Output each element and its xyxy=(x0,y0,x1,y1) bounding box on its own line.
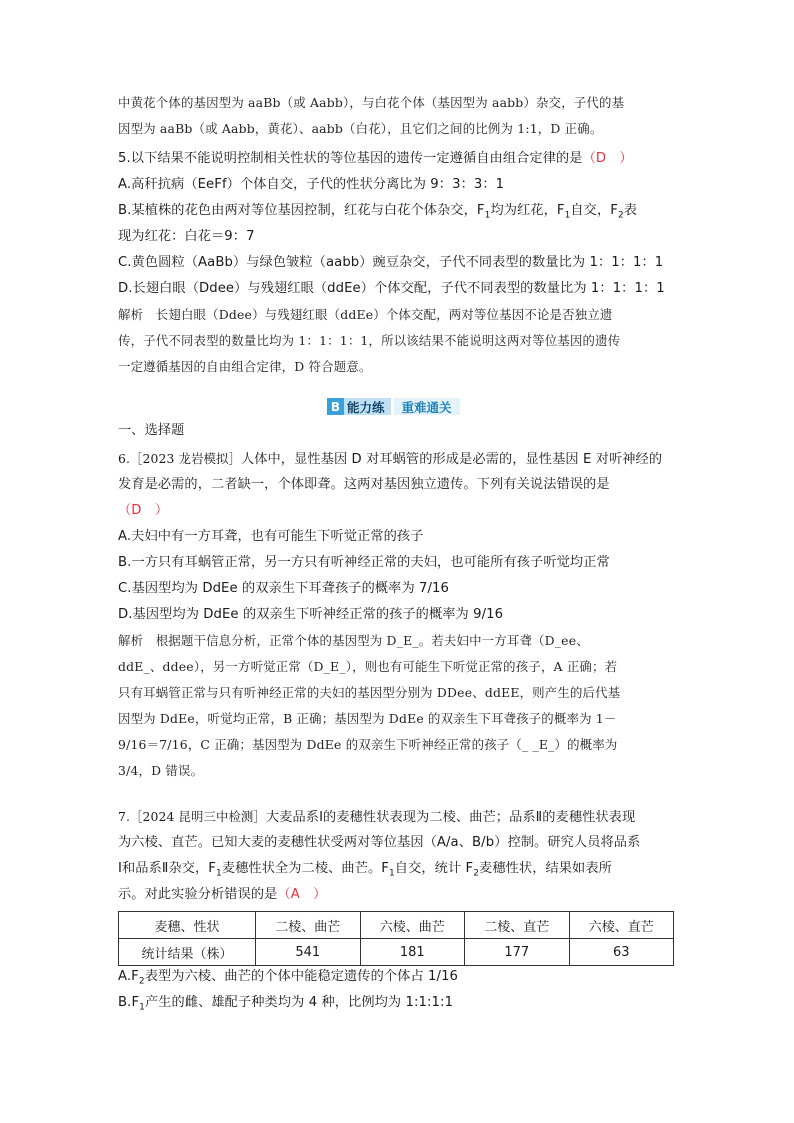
prev-expl-line-1: 中黄花个体的基因型为 aaBb（或 Aabb），与白花个体（基因型为 aabb）杂交，子代的基 xyxy=(118,95,625,110)
q5-explanation-3: 一定遵循基因的自由组合定律，D 符合题意。 xyxy=(118,359,372,374)
q6-explanation-1: 解析 根据题干信息分析，正常个体的基因型为 D_E_。若夫妇中一方耳聋（D_ee、 xyxy=(118,633,589,648)
question-6 xyxy=(118,446,674,784)
q6-source: 6.［2023 龙岩模拟］ xyxy=(118,451,241,466)
results-table xyxy=(118,911,674,966)
q6-explanation-4: 因型为 DdEe，听觉均正常，B 正确；基因型为 DdEe 的双亲生下耳聋孩子的概率为 1－ xyxy=(118,711,617,726)
q5-explanation-1: 解析 长翅白眼（Ddee）与残翅红眼（ddEe）个体交配，两对等位基因不论是否独立遗 xyxy=(118,307,613,322)
section-banner xyxy=(327,398,460,415)
q7-option-b: $B.F_1$产生的雌、雄配子种类均为 4 种，比例均为 1:1:1:1 xyxy=(118,995,454,1013)
q7-option-a: $A.F_2$表型为六棱、曲芒的个体中能稳定遗传的个体占 1/16 xyxy=(118,969,459,987)
q6-stem-2: 发育是必需的，二者缺一，个体即聋。这两对基因独立遗传。下列有关说法错误的是 xyxy=(118,477,610,492)
prev-expl-line-2: 因型为 aaBb（或 Aabb，黄花）、aabb（白花），且它们之间的比例为 1:1，D 正确。 xyxy=(118,121,603,136)
q5-option-a: A.高秆抗病（EeFf）个体自交，子代的性状分离比为 9：3：3：1 xyxy=(118,177,505,192)
q7-stem-2: 为六棱、直芒。已知大麦的麦穗性状受两对等位基因（A/a、B/b）控制。研究人员将品系 xyxy=(118,835,641,850)
table-header: 麦穗、性状 xyxy=(119,912,256,939)
q7-options xyxy=(118,964,674,1016)
q7-answer: （A ） xyxy=(277,887,327,902)
table-header: 六棱、直芒 xyxy=(569,912,674,939)
q6-answer: （D ） xyxy=(118,503,169,518)
q6-option-a: A.夫妇中有一方耳聋，也有可能生下听觉正常的孩子 xyxy=(118,529,424,544)
q7-stem-3: Ⅰ和品系Ⅱ杂交，$F_1$麦穗性状全为二棱、曲芒。$F_1$自交，统计 $F_2$麦穗性状，结果如表所 xyxy=(118,861,612,879)
table-cell: 181 xyxy=(360,939,465,966)
q5-explanation-2: 传，子代不同表型的数量比均为 1：1：1：1，所以该结果不能说明这两对等位基因的遗传 xyxy=(118,333,621,348)
table-cell: 177 xyxy=(465,939,570,966)
q6-option-c: C.基因型均为 DdEe 的双亲生下耳聋孩子的概率为 7/16 xyxy=(118,581,450,596)
q5-answer: （D ） xyxy=(582,151,633,166)
q5-stem: 5.以下结果不能说明控制相关性状的等位基因的遗传一定遵循自由组合定律的是（D ） xyxy=(118,151,633,166)
q5-option-c: C.黄色圆粒（AaBb）与绿色皱粒（aabb）豌豆杂交，子代不同表型的数量比为 1：1：1：1 xyxy=(118,255,664,270)
table-row xyxy=(119,939,674,966)
q7-stem-1: 7.［2024 昆明三中检测］大麦品系Ⅰ的麦穗性状表现为二棱、曲芒；品系Ⅱ的麦穗性状表现 xyxy=(118,809,636,825)
explanation-label: 解析 xyxy=(118,633,144,648)
banner-subtitle: 重难通关 xyxy=(394,398,460,415)
q5-option-d: D.长翅白眼（Ddee）与残翅红眼（ddEe）个体交配，子代不同表型的数量比为 1：1：1：1 xyxy=(118,281,665,296)
q7-source: 7.［2024 昆明三中检测］ xyxy=(118,809,266,824)
table-cell: 统计结果（株） xyxy=(119,939,256,966)
question-5 xyxy=(118,146,674,380)
banner-title: 能力练 xyxy=(344,398,391,415)
table-header-row xyxy=(119,912,674,939)
q5-option-b: B.某植株的花色由两对等位基因控制，红花与白花个体杂交，$F_1$均为红花，$F_1$自交，$F_2$表 xyxy=(118,203,638,221)
q6-explanation-2: ddE_、ddee），另一方听觉正常（D_E_），则也有可能生下听觉正常的孩子，A 正确；若 xyxy=(118,659,618,674)
table-header: 六棱、曲芒 xyxy=(360,912,465,939)
table-header: 二棱、曲芒 xyxy=(256,912,361,939)
q7-stem-4: 示。对此实验分析错误的是（A ） xyxy=(118,887,327,902)
q6-explanation-3: 只有耳蜗管正常与只有听神经正常的夫妇的基因型分别为 DDee、ddEE，则产生的后代基 xyxy=(118,685,621,700)
question-7 xyxy=(118,804,674,908)
q5-option-b-cont: 现为红花：白花＝9：7 xyxy=(118,229,255,244)
prev-explanation xyxy=(118,90,674,142)
q6-option-d: D.基因型均为 DdEe 的双亲生下听神经正常的孩子的概率为 9/16 xyxy=(118,607,504,622)
table-cell: 63 xyxy=(569,939,674,966)
explanation-label: 解析 xyxy=(118,307,144,322)
q6-stem-1: 6.［2023 龙岩模拟］人体中，显性基因 D 对耳蜗管的形成是必需的，显性基因 E 对听神经的 xyxy=(118,451,663,467)
table-header: 二棱、直芒 xyxy=(465,912,570,939)
table-cell: 541 xyxy=(256,939,361,966)
q6-explanation-5: 9/16＝7/16，C 正确；基因型为 DdEe 的双亲生下听神经正常的孩子（_ _E_）的概率为 xyxy=(118,737,618,752)
q6-explanation-6: 3/4，D 错误。 xyxy=(118,763,204,778)
banner-letter: B xyxy=(327,398,344,415)
section-heading: 一、选择题 xyxy=(118,423,185,438)
q6-option-b: B.一方只有耳蜗管正常，另一方只有听神经正常的夫妇，也可能所有孩子听觉均正常 xyxy=(118,555,610,570)
